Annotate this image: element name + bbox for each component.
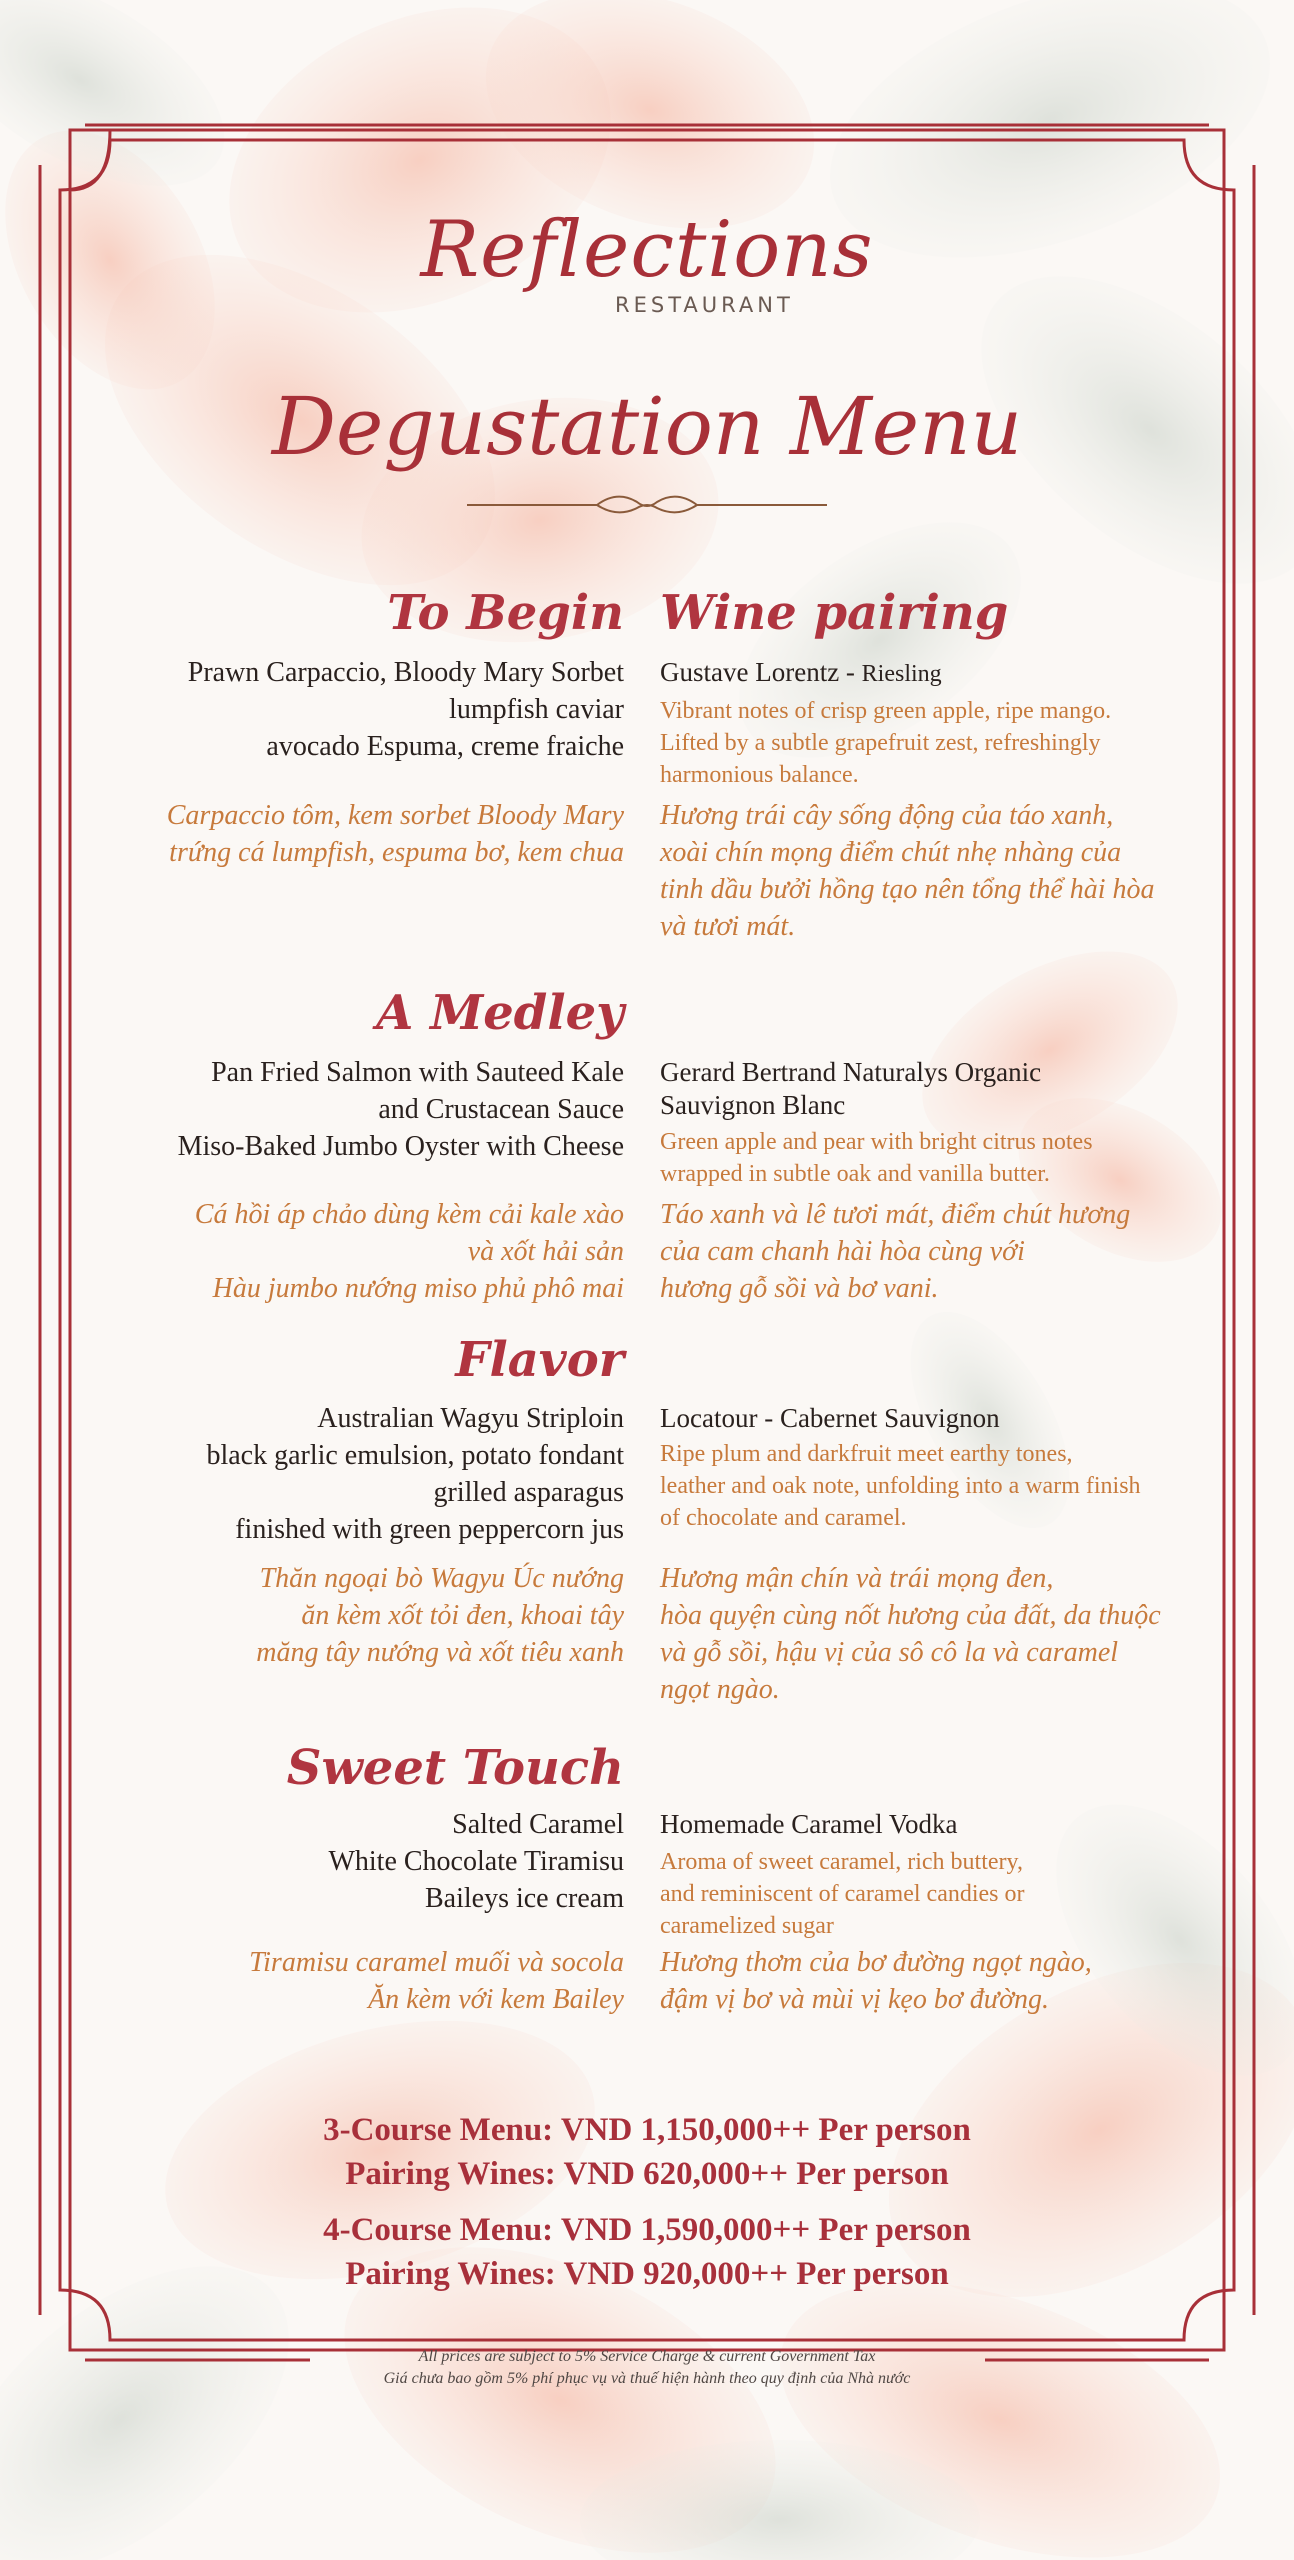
begin-wine-desc: Vibrant notes of crisp green apple, ripe mango. Lifted by a subtle grapefruit zest, refreshingly harmonious balance. xyxy=(660,698,1112,788)
heading-a-medley: A Medley xyxy=(376,985,624,1041)
sweet-wine-desc: Aroma of sweet caramel, rich buttery, and reminiscent of caramel candies or caramelized sugar xyxy=(660,1849,1025,1939)
flavor-dish-vn: Thăn ngoại bò Wagyu Úc nướng ăn kèm xốt tỏi đen, khoai tây măng tây nướng và xốt tiêu xanh xyxy=(256,1563,624,1668)
flavor-wine-vn: Hương mận chín và trái mọng đen, hòa quyện cùng nốt hương của đất, da thuộc và gỗ sồi, hậu vị của sô cô la và caramel ngọt ngào. xyxy=(660,1563,1161,1705)
heading-flavor: Flavor xyxy=(455,1332,624,1388)
brand-logo: Reflections xyxy=(420,205,874,295)
sweet-dish-vn: Tiramisu caramel muối và socola Ăn kèm với kem Bailey xyxy=(249,1947,624,2015)
flavor-wine-desc: Ripe plum and darkfruit meet earthy tones, leather and oak note, unfolding into a warm finish of chocolate and caramel. xyxy=(660,1441,1141,1531)
ornament-divider xyxy=(467,490,827,520)
sweet-wine-name: Homemade Caramel Vodka xyxy=(660,1809,958,1839)
begin-dish-en: Prawn Carpaccio, Bloody Mary Sorbet lumpfish caviar avocado Espuma, creme fraiche xyxy=(187,657,624,762)
sweet-wine-vn: Hương thơm của bơ đường ngọt ngào, đậm vị bơ và mùi vị kẹo bơ đường. xyxy=(660,1947,1092,2015)
brand-subtitle: RESTAURANT xyxy=(615,293,794,317)
footer-note-vn: Giá chưa bao gồm 5% phí phục vụ và thuế hiện hành theo quy định của Nhà nước xyxy=(383,2370,911,2387)
flavor-wine-name: Locatour - Cabernet Sauvignon xyxy=(660,1403,1000,1433)
medley-dish-en: Pan Fried Salmon with Sauteed Kale and Crustacean Sauce Miso-Baked Jumbo Oyster with Cheese xyxy=(177,1057,624,1162)
price-3-course: 3-Course Menu: VND 1,150,000++ Per person xyxy=(323,2112,971,2148)
footer-note-en: All prices are subject to 5% Service Charge & current Government Tax xyxy=(418,2348,876,2365)
price-4-course-wine: Pairing Wines: VND 920,000++ Per person xyxy=(345,2256,949,2292)
heading-to-begin: To Begin xyxy=(387,585,624,641)
page-title: Degustation Menu xyxy=(271,380,1023,473)
medley-wine-vn: Táo xanh và lê tươi mát, điểm chút hương của cam chanh hài hòa cùng với hương gỗ sồi và bơ vani. xyxy=(660,1199,1131,1304)
sweet-dish-en: Salted Caramel White Chocolate Tiramisu Baileys ice cream xyxy=(328,1809,624,1914)
flavor-dish-en: Australian Wagyu Striploin black garlic emulsion, potato fondant grilled asparagus finished with green peppercorn jus xyxy=(206,1403,624,1545)
medley-wine-name: Gerard Bertrand Naturalys Organic Sauvignon Blanc xyxy=(660,1057,1042,1120)
begin-wine-vn: Hương trái cây sống động của táo xanh, xoài chín mọng điểm chút nhẹ nhàng của tinh dầu bưởi hồng tạo nên tổng thể hài hòa và tươi mát. xyxy=(660,800,1155,942)
begin-dish-vn: Carpaccio tôm, kem sorbet Bloody Mary trứng cá lumpfish, espuma bơ, kem chua xyxy=(166,800,624,868)
price-3-course-wine: Pairing Wines: VND 620,000++ Per person xyxy=(345,2156,949,2192)
medley-wine-desc: Green apple and pear with bright citrus notes wrapped in subtle oak and vanilla butter. xyxy=(660,1129,1093,1187)
heading-sweet-touch: Sweet Touch xyxy=(286,1740,624,1796)
heading-wine-pairing: Wine pairing xyxy=(660,585,1009,641)
begin-wine-name: Gustave Lorentz - Riesling xyxy=(660,657,942,687)
medley-dish-vn: Cá hồi áp chảo dùng kèm cải kale xào và xốt hải sản Hàu jumbo nướng miso phủ phô mai xyxy=(194,1199,624,1304)
price-4-course: 4-Course Menu: VND 1,590,000++ Per person xyxy=(323,2212,971,2248)
